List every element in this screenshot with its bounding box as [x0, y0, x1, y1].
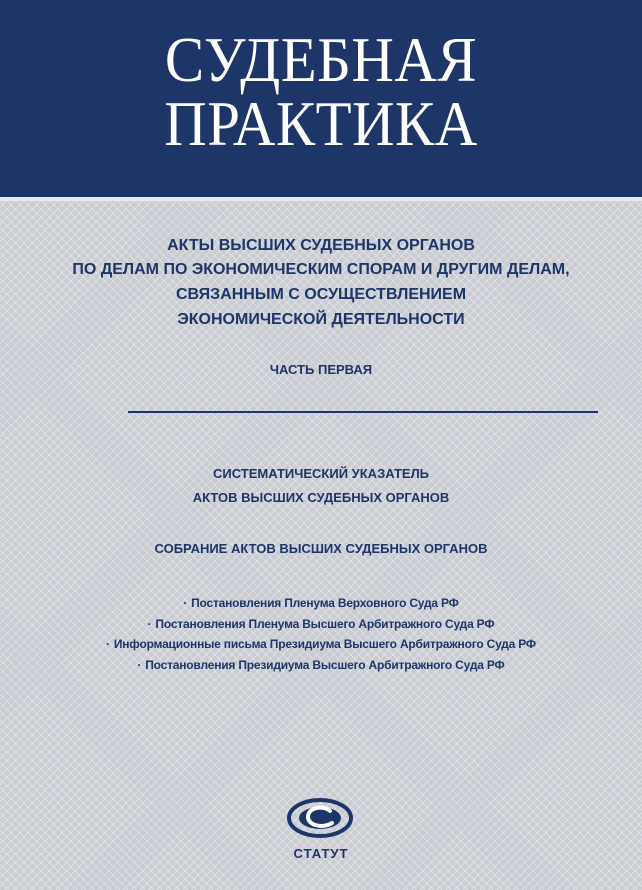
bullet-item-text: Постановления Пленума Высшего Арбитражного Суда РФ — [155, 617, 495, 631]
part-label: ЧАСТЬ ПЕРВАЯ — [269, 362, 373, 377]
index-line: АКТОВ ВЫСШИХ СУДЕБНЫХ ОРГАНОВ — [192, 490, 450, 505]
bullet-item — [0, 618, 642, 630]
bullet-item — [0, 597, 642, 609]
bullet-item-text: Постановления Президиума Высшего Арбитражного Суда РФ — [145, 658, 505, 672]
bullet-item — [0, 659, 642, 671]
subtitle-line: ЭКОНОМИЧЕСКОЙ ДЕЯТЕЛЬНОСТИ — [177, 311, 465, 328]
subtitle-line: СВЯЗАННЫМ С ОСУЩЕСТВЛЕНИЕМ — [175, 286, 467, 303]
book-title: СУДЕБНАЯ ПРАКТИКА — [164, 24, 478, 159]
subtitle-line: ПО ДЕЛАМ ПО ЭКОНОМИЧЕСКИМ СПОРАМ И ДРУГИМ ДЕЛАМ, — [72, 261, 570, 278]
title-band — [0, 0, 642, 201]
collection-heading: СОБРАНИЕ АКТОВ ВЫСШИХ СУДЕБНЫХ ОРГАНОВ — [154, 541, 488, 556]
bullet-dot-icon: · — [183, 596, 188, 610]
bullet-dot-icon: · — [137, 658, 142, 672]
publisher-name: СТАТУТ — [293, 846, 349, 861]
bullet-item-text: Информационные письма Президиума Высшего Арбитражного Суда РФ — [113, 637, 536, 651]
bullet-dot-icon: · — [147, 617, 152, 631]
index-line: СИСТЕМАТИЧЕСКИЙ УКАЗАТЕЛЬ — [212, 466, 430, 481]
bullet-item-text: Постановления Пленума Верховного Суда РФ — [191, 596, 459, 610]
bullet-dot-icon: · — [106, 637, 110, 651]
divider-line — [128, 411, 598, 413]
bullet-item — [0, 638, 642, 650]
subtitle-line: АКТЫ ВЫСШИХ СУДЕБНЫХ ОРГАНОВ — [167, 237, 475, 254]
publisher-logo-icon — [286, 797, 354, 839]
